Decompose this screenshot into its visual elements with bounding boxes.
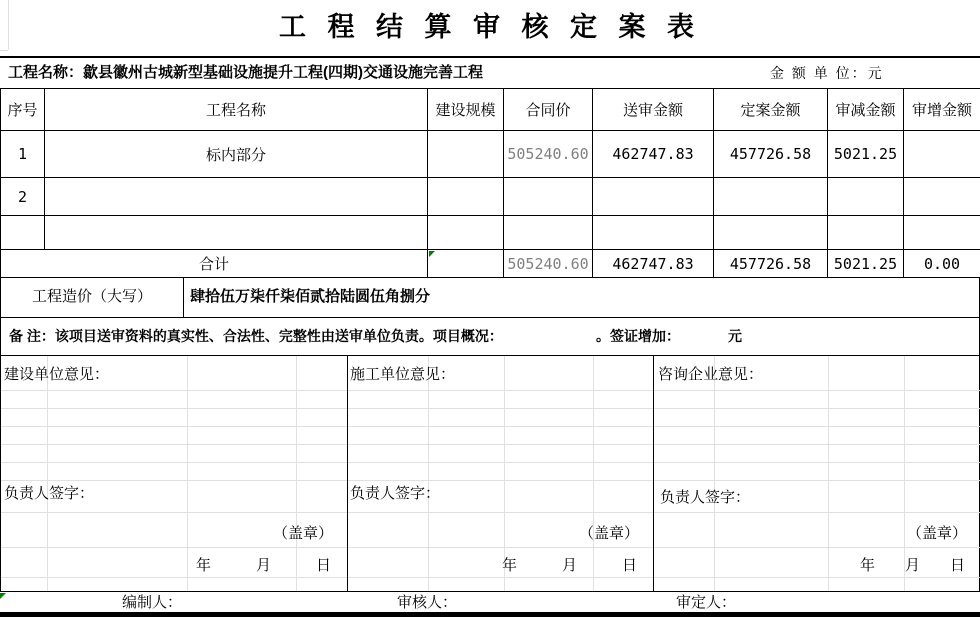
table-header-row [1, 89, 980, 131]
footer-row [0, 593, 980, 612]
amount-unit-label: 金 额 单 位：元 [770, 65, 884, 81]
cell-scale [428, 131, 504, 178]
remark-row [0, 318, 980, 356]
cell-reduced [828, 178, 904, 216]
cell-seq [1, 216, 45, 250]
cell-name [45, 178, 428, 216]
cell-name: 标内部分 [45, 131, 428, 178]
col-header-reduced: 审减金额 [828, 89, 904, 131]
project-name-label: 工程名称： [8, 64, 84, 81]
table-row [1, 131, 980, 178]
seal-label: （盖章） [906, 525, 967, 542]
opinion-box-construction-unit [1, 356, 347, 591]
cell-contract [504, 216, 593, 250]
reviewer-label: 审核人： [397, 594, 458, 611]
cell-finalized [714, 216, 828, 250]
meta-row [0, 56, 980, 88]
seal-label: （盖章） [272, 525, 333, 542]
date-placeholder: 年 月 日 [501, 557, 637, 574]
cell-reduced: 5021.25 [828, 131, 904, 178]
visa-increase-label: 。签证增加： [596, 328, 680, 344]
cell-submitted [593, 216, 714, 250]
total-submitted: 462747.83 [593, 250, 714, 278]
cell-finalized [714, 178, 828, 216]
project-name [8, 58, 483, 88]
approver-label: 审定人： [676, 594, 737, 611]
opinion-box-contractor [347, 356, 653, 591]
cell-contract: 505240.60 [504, 131, 593, 178]
total-contract: 505240.60 [504, 250, 593, 278]
opinion-title: 建设单位意见： [4, 366, 110, 383]
col-header-finalized: 定案金额 [714, 89, 828, 131]
cell-scale [428, 216, 504, 250]
total-scale [428, 250, 504, 278]
project-name-value: 歙县徽州古城新型基础设施提升工程(四期)交通设施完善工程 [83, 64, 484, 81]
amount-in-words-row [0, 277, 980, 318]
signature-label: 负责人签字： [660, 489, 751, 506]
opinion-title: 施工单位意见： [350, 366, 456, 383]
settlement-table [0, 88, 980, 278]
seal-label: （盖章） [578, 525, 639, 542]
opinion-box-consultant [653, 356, 980, 591]
cell-increased [904, 178, 980, 216]
cell-name [45, 216, 428, 250]
cell-seq: 1 [1, 131, 45, 178]
unit-yuan-label: 元 [728, 328, 742, 344]
cell-increased [904, 216, 980, 250]
signature-label: 负责人签字： [4, 485, 95, 502]
cell-contract [504, 178, 593, 216]
cell-reduced [828, 216, 904, 250]
col-header-contract: 合同价 [504, 89, 593, 131]
opinions-section [0, 356, 980, 592]
date-placeholder: 年 月 日 [195, 557, 331, 574]
remark-text: 备 注：该项目送审资料的真实性、合法性、完整性由送审单位负责。项目概况： [9, 328, 503, 344]
col-header-scale: 建设规模 [428, 89, 504, 131]
cell-scale [428, 178, 504, 216]
cell-error-flag-icon [429, 251, 435, 257]
cell-submitted: 462747.83 [593, 131, 714, 178]
cell-increased [904, 131, 980, 178]
col-header-increased: 审增金额 [904, 89, 980, 131]
total-increased: 0.00 [904, 250, 980, 278]
preparer-label: 编制人： [122, 594, 183, 611]
amount-in-words-label: 工程造价（大写） [1, 277, 184, 317]
bottom-border-bar [0, 612, 980, 617]
cell-submitted [593, 178, 714, 216]
total-reduced: 5021.25 [828, 250, 904, 278]
table-total-row [1, 250, 980, 278]
opinion-title: 咨询企业意见： [658, 366, 764, 383]
amount-in-words-value: 肆拾伍万柒仟柒佰贰拾陆圆伍角捌分 [190, 288, 431, 305]
date-placeholder: 年 月 日 [859, 557, 965, 574]
col-header-seq: 序号 [1, 89, 45, 131]
cell-seq: 2 [1, 178, 45, 216]
form-title: 工 程 结 算 审 核 定 案 表 [278, 12, 701, 42]
table-row [1, 178, 980, 216]
table-row [1, 216, 980, 250]
col-header-name: 工程名称 [45, 89, 428, 131]
total-label: 合计 [1, 250, 428, 278]
cell-finalized: 457726.58 [714, 131, 828, 178]
total-finalized: 457726.58 [714, 250, 828, 278]
col-header-submitted: 送审金额 [593, 89, 714, 131]
signature-label: 负责人签字： [350, 485, 441, 502]
